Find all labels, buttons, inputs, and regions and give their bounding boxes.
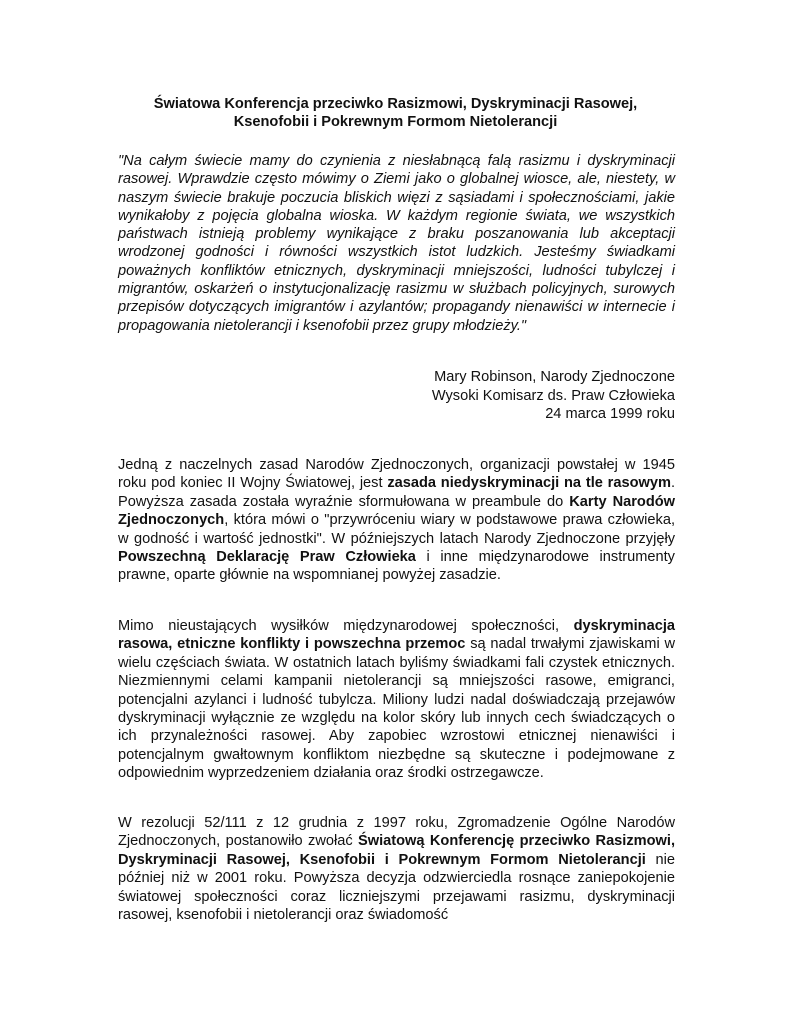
text-run: Mimo nieustających wysiłków międzynarodowej społeczności, [118,618,574,634]
paragraph-un-principles [118,456,675,585]
text-run: i inne międzynarodowe instrumenty prawne, oparte głównie na wspomnianej powyżej zasadzie. [118,549,675,584]
bold-phrase: Karty Narodów Zjednoczonych [118,493,676,529]
bold-phrase: Powszechną Deklarację Praw Człowieka [118,549,416,566]
text-run: W rezolucji 52/111 z 12 grudnia z 1997 roku, Zgromadzenie Ogólne Narodów Zjednoczonych, postanowiło zwołać [118,815,675,850]
document-title: Światowa Konferencja przeciwko Rasizmowi, Dyskryminacji Rasowej, Ksenofobii i Pokrewnym Formom Nietolerancji [153,96,638,130]
attribution-role: Wysoki Komisarz ds. Praw Człowieka [431,387,675,404]
quote-attribution [360,368,675,424]
paragraph-discrimination [118,617,675,783]
text-run: . Powyższa zasada została wyraźnie sformułowana w preambule do [118,475,675,510]
bold-phrase: zasada niedyskryminacji na tle rasowym [387,475,671,492]
text-run: Jedną z naczelnych zasad Narodów Zjednoczonych, organizacji powstałej w 1945 roku pod koniec II Wojny Światowej, jest [118,457,675,492]
text-run: są nadal trwałymi zjawiskami w wielu częściach świata. W ostatnich latach byliśmy świadkami fali czystek etnicznych. Niezmiennymi celami kampanii nietolerancji są mniejszości rasowe, emigranci, potencjalni azylanci i ludność tubylcza. Miliony ludzi nadal doświadczają przejawów dyskryminacji wyłącznie ze względu na kolor skóry lub innych cech świadczących o ich przynależności rasowej. Aby zapobiec wzrostowi etnicznej nienawiści i potencjalnym gwałtownym konfliktom niezbędne są skuteczne i podejmowane z odpowiednim wyprzedzeniem działania oraz środki ostrzegawcze. [118,636,675,782]
opening-quote: "Na całym świecie mamy do czynienia z niesłabnącą falą rasizmu i dyskryminacji rasowej. Wprawdzie często mówimy o Ziemi jako o globalnej wiosce, ale, niestety, w naszym świecie brakuje poczucia bliskich więzi z sąsiadami i społecznościami, jakie wynikałoby z pojęcia globalna wioska. W każdym regionie świata, we wszystkich państwach istnieją problemy wynikające z braku poszanowania lub akceptacji wrodzonej godności i równości wszystkich istot ludzkich. Jesteśmy świadkami poważnych konfliktów etnicznych, dyskryminacji mniejszości, ludności tubylczej i migrantów, oskarżeń o instytucjonalizację rasizmu w służbach policyjnych, surowych przepisów dotyczących imigrantów i azylantów; propagandy nienawiści w internecie i propagowania nietolerancji i ksenofobii przez grupy młodzieży." [118,153,675,334]
attribution-author: Mary Robinson, Narody Zjednoczone [434,369,675,385]
paragraph-resolution [118,814,675,924]
text-run: nie później niż w 2001 roku. Powyższa decyzja odzwierciedla rosnące zaniepokojenie światowej społeczności coraz liczniejszymi przejawami rasizmu, dyskryminacji rasowej, ksenofobii i nietolerancji oraz świadomość [118,851,675,924]
attribution-date: 24 marca 1999 roku [545,406,675,422]
bold-phrase: dyskryminacja rasowa, etniczne konflikty i powszechna przemoc [118,618,675,653]
bold-phrase: Światową Konferencję przeciwko Rasizmowi, Dyskryminacji Rasowej, Ksenofobii i Pokrewnym Formom Nietolerancji [118,833,675,868]
text-run: , która mówi o "przywróceniu wiary w podstawowe prawa człowieka, w godność i wartość jednostki". W późniejszych latach Narody Zjednoczone przyjęły [118,512,675,547]
